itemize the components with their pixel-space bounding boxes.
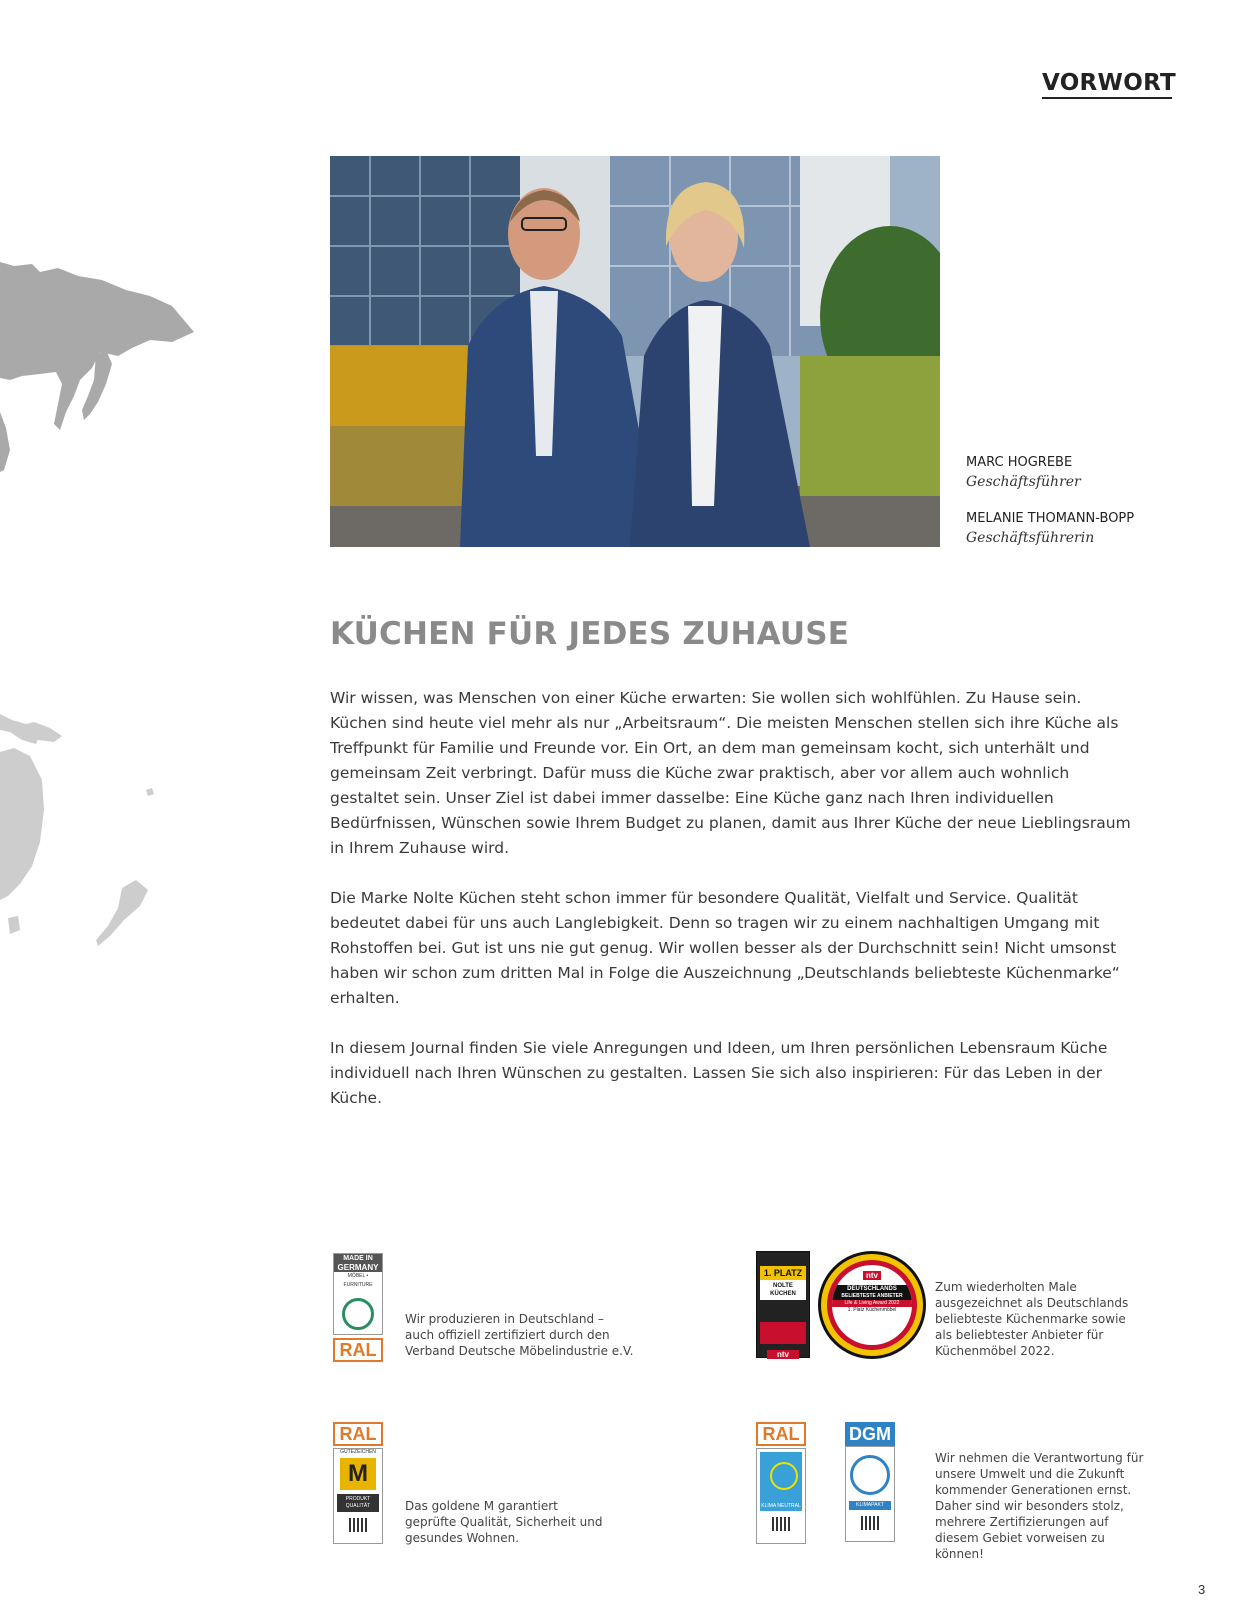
body-text (330, 686, 1140, 1136)
directors-photo-illustration (330, 156, 940, 547)
seal-text-golden-m: Das goldene M garantiert geprüfte Qualität, Sicherheit und gesundes Wohnen. (405, 1499, 603, 1545)
page-number: 3 (1198, 1582, 1206, 1597)
seal-text-climate: Wir nehmen die Verantwortung für unsere Umwelt und die Zukunft kommender Generationen ernst. Daher sind wir besonders stolz, mehrere Zertifizierungen auf diesem Gebiet vorweisen zu können! (935, 1451, 1144, 1561)
paragraph: Wir wissen, was Menschen von einer Küche erwarten: Sie wollen sich wohlfühlen. Zu Hause sein. Küchen sind heute viel mehr als nur „Arbeitsraum“. Die meisten Menschen stellen sich ihre Küche als Treffpunkt für Familie und Freunde vor. Ein Ort, an dem man gemeinsam kocht, sich unterhält und gemeinsam Zeit verbringt. Dafür muss die Küche zwar praktisch, aber vor allem auch wohnlich gestaltet sein. Unser Ziel ist dabei immer dasselbe: Eine Küche ganz nach Ihren individuellen Bedürfnissen, Wünschen sowie Ihrem Budget zu planen, damit aus Ihrer Küche der neue Lieblingsraum in Ihrem Zuhause wird. (330, 689, 1131, 857)
circle-line2: BELIEBTESTE ANBIETER (832, 1293, 912, 1300)
photo-grass-right (800, 356, 940, 496)
map-asia-edge (0, 412, 10, 472)
klimapakt-label: KLIMAPAKT (849, 1501, 891, 1510)
ral-logo: RAL (333, 1422, 383, 1446)
circle-line4: 1. Platz Küchenmöbel (847, 1307, 897, 1313)
seal-text-award: Zum wiederholten Male ausgezeichnet als Deutschlands beliebteste Küchenmarke sowie als beliebtester Anbieter für Küchenmöbel 2022. (935, 1280, 1129, 1358)
award-circle-seal (818, 1251, 926, 1359)
ral-klima-seal (756, 1422, 806, 1544)
badge-line1: MADE IN (334, 1254, 382, 1263)
ntv-logo: ntv (767, 1350, 799, 1359)
caption-role: Geschäftsführer (966, 474, 1081, 490)
world-map-illustration (0, 0, 200, 960)
directors-photo (330, 156, 940, 547)
dgm-logo: DGM (845, 1422, 895, 1446)
strip-brand: NOLTE KÜCHEN (760, 1280, 806, 1300)
dgm-klimapakt-seal (845, 1422, 895, 1544)
quality-label: PRODUKT QUALITÄT (337, 1494, 379, 1512)
strip-red-band (760, 1322, 806, 1344)
qr-code-icon (861, 1516, 879, 1530)
gz-label: GÜTEZEICHEN (340, 1449, 376, 1455)
ral-logo: RAL (756, 1422, 806, 1446)
ral-logo: RAL (333, 1338, 383, 1362)
caption-marc-hogrebe (966, 455, 1206, 490)
paragraph: In diesem Journal finden Sie viele Anregungen und Ideen, um Ihren persönlichen Lebensraum Küche individuell nach Ihren Wünschen zu gestalten. Lassen Sie sich also inspirieren: Für das Leben in der Küche. (330, 1039, 1108, 1107)
green-m-icon (342, 1298, 374, 1330)
badge-line2: GERMANY (334, 1263, 382, 1272)
caption-role: Geschäftsführerin (966, 530, 1095, 546)
map-tasmania (8, 916, 20, 934)
section-title: VORWORT (1042, 70, 1172, 99)
qr-code-icon (349, 1518, 367, 1532)
badge-sub: MÖBEL • FURNITURE (343, 1273, 373, 1288)
map-australia (0, 748, 44, 900)
caption-name: MELANIE THOMANN-BOPP (966, 511, 1135, 526)
map-pacific-island (146, 788, 154, 796)
caption-melanie-thomann-bopp (966, 511, 1206, 546)
map-new-zealand (96, 880, 148, 946)
golden-m-seal (333, 1422, 383, 1544)
paragraph: Die Marke Nolte Küchen steht schon immer für besondere Qualität, Vielfalt und Service. Qualität bedeutet dabei für uns auch Langlebigkeit. Denn so tragen wir zu einem nachhaltigen Umgang mit Rohstoffen bei. Gut ist uns nie gut genug. Wir wollen besser als der Durchschnitt sein! Nicht umsonst haben wir schon zum dritten Mal in Folge die Auszeichnung „Deutschlands beliebteste Küchenmarke“ erhalten. (330, 889, 1120, 1007)
page-headline: KÜCHEN FÜR JEDES ZUHAUSE (330, 616, 850, 652)
strip-place: 1. PLATZ (760, 1266, 806, 1280)
photo-grass-left (330, 426, 470, 506)
qr-code-icon (772, 1517, 790, 1531)
made-in-germany-seal (333, 1253, 383, 1359)
golden-m-icon: M (340, 1458, 376, 1490)
globe-icon (770, 1462, 798, 1490)
globe-icon (850, 1455, 890, 1495)
caption-name: MARC HOGREBE (966, 455, 1073, 470)
map-northeast-asia (0, 262, 194, 430)
circle-line1: DEUTSCHLANDS (832, 1285, 912, 1293)
award-strip-seal (756, 1251, 810, 1358)
circle-line3: Life & Living Award 2022 (832, 1300, 912, 1307)
klima-label: KLIMA NEUTRAL (761, 1503, 801, 1509)
seal-text-germany: Wir produzieren in Deutschland – auch offiziell zertifiziert durch den Verband Deutsche Möbelindustrie e.V. (405, 1312, 634, 1358)
ntv-logo: ntv (863, 1271, 881, 1280)
